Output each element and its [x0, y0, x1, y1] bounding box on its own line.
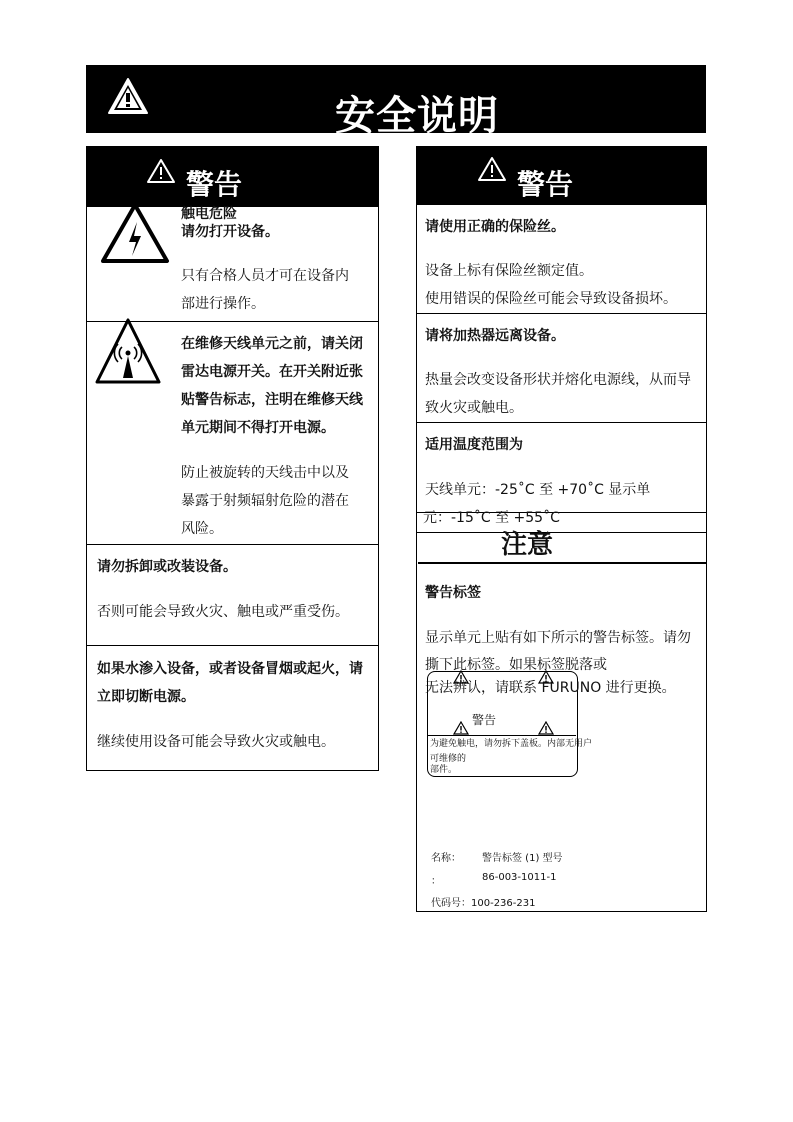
- radiation-warning-icon: [93, 316, 163, 386]
- water-bold-1: 如果水渗入设备，或者设备冒烟或起火，请: [97, 661, 363, 677]
- antenna-bold-3: 贴警告标志，注明在维修天线: [181, 392, 363, 408]
- label-text-1: 为避免触电，请勿拆下盖板。内部无用户: [430, 739, 593, 749]
- caution-header: 注意: [501, 530, 554, 560]
- antenna-bold-4: 单元期间不得打开电源。: [181, 420, 335, 436]
- shock-body-2: 部进行操作。: [181, 296, 265, 312]
- model-key: ：: [431, 876, 441, 887]
- caution-title: 警告标签: [425, 585, 481, 601]
- antenna-bold-1: 在维修天线单元之前，请关闭: [181, 336, 363, 352]
- antenna-body-1: 防止被旋转的天线击中以及: [181, 465, 349, 481]
- caution-body-3: 无法辨认，请联系 FURUNO 进行更换。: [425, 680, 676, 696]
- heater-body-2: 致火灾或触电。: [425, 400, 523, 416]
- temp-line-2: 元：-15˚C 至 +55˚C: [423, 510, 560, 526]
- label-divider: [428, 735, 576, 736]
- divider: [86, 544, 378, 545]
- right-warning-title: 警告: [517, 168, 574, 201]
- warning-triangle-icon: [538, 721, 554, 735]
- fuse-body-2: 使用错误的保险丝可能会导致设备损坏。: [425, 291, 677, 307]
- model-value: 86-003-1011-1: [482, 872, 557, 883]
- temp-title: 适用温度范围为: [425, 437, 523, 453]
- disassemble-title: 请勿拆卸或改装设备。: [97, 559, 237, 575]
- water-bold-2: 立即切断电源。: [97, 689, 195, 705]
- divider: [416, 313, 706, 314]
- left-warning-title: 警告: [186, 168, 243, 201]
- water-body: 继续使用设备可能会导致火灾或触电。: [97, 734, 335, 750]
- name-key: 名称：: [431, 853, 461, 864]
- heater-body-1: 热量会改变设备形状并熔化电源线，从而导: [425, 372, 691, 388]
- disassemble-body: 否则可能会导致火灾、触电或严重受伤。: [97, 604, 349, 620]
- heater-title: 请将加热器远离设备。: [425, 328, 565, 344]
- temp-line-1: 天线单元：-25˚C 至 +70˚C 显示单: [425, 482, 651, 498]
- shock-subtitle: 请勿打开设备。: [181, 224, 279, 240]
- caution-divider: [418, 562, 706, 564]
- fuse-body-1: 设备上标有保险丝额定值。: [425, 263, 593, 279]
- divider: [416, 422, 706, 423]
- antenna-body-3: 风险。: [181, 521, 223, 537]
- fuse-title: 请使用正确的保险丝。: [425, 219, 565, 235]
- caution-body-1: 显示单元上贴有如下所示的警告标签。请勿: [425, 630, 691, 646]
- name-value: 警告标签 (1) 型号: [482, 853, 563, 864]
- shock-body-1: 只有合格人员才可在设备内: [181, 268, 349, 284]
- antenna-body-2: 暴露于射频辐射危险的潜在: [181, 493, 349, 509]
- caution-body-2: 撕下此标签。如果标签脱落或: [425, 657, 607, 673]
- warning-triangle-icon: [453, 721, 469, 735]
- warning-triangle-icon: [146, 158, 176, 184]
- code-number: 代码号：100-236-231: [431, 898, 536, 909]
- warning-triangle-icon: [477, 156, 507, 182]
- warning-triangle-icon: [106, 76, 150, 116]
- page-title: 安全说明: [335, 93, 499, 139]
- label-title: 警告: [472, 713, 497, 727]
- shock-title: 触电危险: [181, 206, 237, 222]
- divider: [86, 645, 378, 646]
- divider: [416, 532, 706, 533]
- label-text-2: 可维修的: [430, 754, 467, 764]
- antenna-bold-2: 雷达电源开关。在开关附近张: [181, 364, 363, 380]
- electric-shock-icon: [99, 200, 171, 266]
- label-text-3: 部件。: [430, 765, 458, 775]
